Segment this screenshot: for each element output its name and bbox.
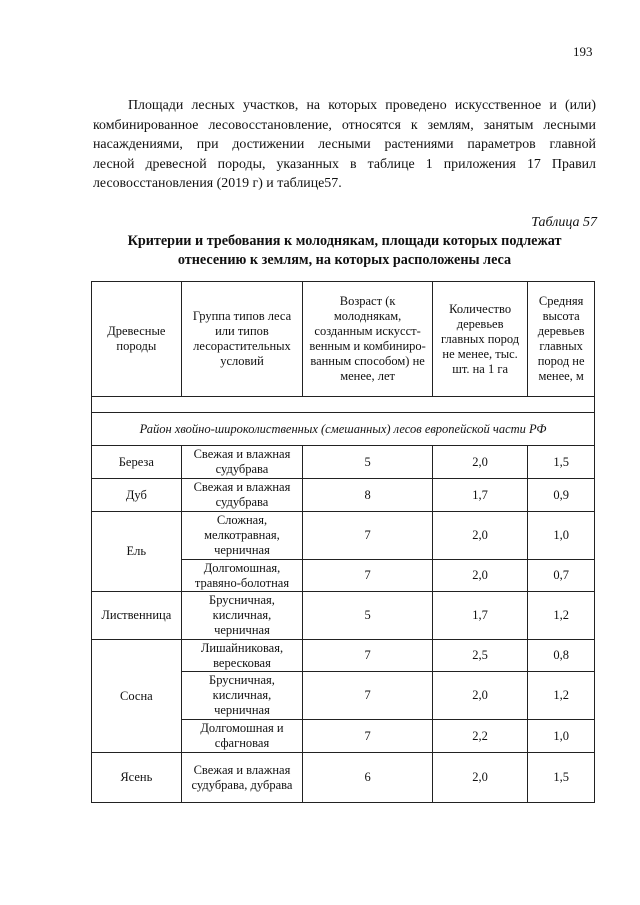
cell-species: Дуб (92, 479, 182, 512)
cell-mean-height: 1,2 (528, 592, 595, 640)
cell-mean-height: 0,9 (528, 479, 595, 512)
cell-age: 7 (303, 512, 433, 560)
cell-forest-group: Свежая и влажная судубрава, дубрава (181, 753, 303, 803)
intro-paragraph (93, 96, 596, 194)
cell-age: 7 (303, 560, 433, 592)
cell-age: 7 (303, 640, 433, 672)
cell-species: Береза (92, 446, 182, 479)
header-tree-count: Количество деревьев главных пород не менее, тыс. шт. на 1 га (432, 282, 527, 397)
page-number: 193 (573, 44, 593, 59)
table-title (93, 232, 596, 270)
table-region-row (92, 413, 595, 446)
intro-line: комбинированное лесовосстановление, относятся к землям, занятым лесными (93, 117, 596, 133)
header-age: Возраст (к молоднякам, созданным искусст-венным и комбиниро-ванным способом) не менее, лет (303, 282, 433, 397)
cell-mean-height: 1,5 (528, 446, 595, 479)
cell-mean-height: 0,8 (528, 640, 595, 672)
cell-mean-height: 1,0 (528, 720, 595, 753)
cell-mean-height: 0,7 (528, 560, 595, 592)
cell-tree-count: 2,0 (432, 672, 527, 720)
cell-forest-group: Долгомошная и сфагновая (181, 720, 303, 753)
cell-age: 8 (303, 479, 433, 512)
cell-tree-count: 1,7 (432, 479, 527, 512)
cell-forest-group: Свежая и влажная судубрава (181, 446, 303, 479)
intro-line: лесовосстановления (2019 г) и таблице57. (93, 176, 342, 192)
cell-forest-group: Долгомошная, травяно-болотная (181, 560, 303, 592)
intro-line: насаждениями, при достижении лесными растениями параметров главной (93, 137, 596, 153)
cell-tree-count: 2,0 (432, 446, 527, 479)
table-row (92, 479, 595, 512)
intro-line: Площади лесных участков, на которых проведено искусственное и (или) (128, 98, 596, 113)
cell-tree-count: 2,0 (432, 512, 527, 560)
cell-forest-group: Сложная, мелкотравная, черничная (181, 512, 303, 560)
table-row (92, 446, 595, 479)
cell-age: 7 (303, 672, 433, 720)
cell-mean-height: 1,0 (528, 512, 595, 560)
region-name: Район хвойно-широколиственных (смешанных) лесов европейской части РФ (92, 413, 595, 446)
intro-line: лесной древесной породы, указанных в таблице 1 приложения 17 Правил (93, 156, 596, 172)
cell-age: 5 (303, 592, 433, 640)
header-species: Древесные породы (92, 282, 182, 397)
cell-tree-count: 2,0 (432, 560, 527, 592)
cell-species: Ясень (92, 753, 182, 803)
table-spacer-cell (92, 397, 595, 413)
cell-mean-height: 1,5 (528, 753, 595, 803)
cell-species: Ель (92, 512, 182, 592)
table-row (92, 592, 595, 640)
cell-mean-height: 1,2 (528, 672, 595, 720)
cell-forest-group: Свежая и влажная судубрава (181, 479, 303, 512)
cell-species: Сосна (92, 640, 182, 753)
table-title-line: Критерии и требования к молоднякам, площади которых подлежат (127, 233, 562, 249)
cell-tree-count: 2,2 (432, 720, 527, 753)
cell-age: 7 (303, 720, 433, 753)
table-spacer-row (92, 397, 595, 413)
table-row (92, 512, 595, 560)
cell-species: Лиственница (92, 592, 182, 640)
cell-age: 6 (303, 753, 433, 803)
criteria-table (91, 281, 595, 803)
cell-forest-group: Брусничная, кисличная, черничная (181, 592, 303, 640)
header-mean-height: Средняя высота деревьев главных пород не менее, м (528, 282, 595, 397)
table-title-line: отнесению к землям, на которых расположены леса (177, 252, 512, 268)
table-caption: Таблица 57 (531, 215, 597, 230)
header-forest-group: Группа типов леса или типов лесорастительных условий (181, 282, 303, 397)
cell-forest-group: Лишайниковая, вересковая (181, 640, 303, 672)
cell-tree-count: 2,0 (432, 753, 527, 803)
table-row (92, 640, 595, 672)
cell-forest-group: Брусничная, кисличная, черничная (181, 672, 303, 720)
table-header-row (92, 282, 595, 397)
table-row (92, 753, 595, 803)
cell-tree-count: 2,5 (432, 640, 527, 672)
cell-age: 5 (303, 446, 433, 479)
cell-tree-count: 1,7 (432, 592, 527, 640)
